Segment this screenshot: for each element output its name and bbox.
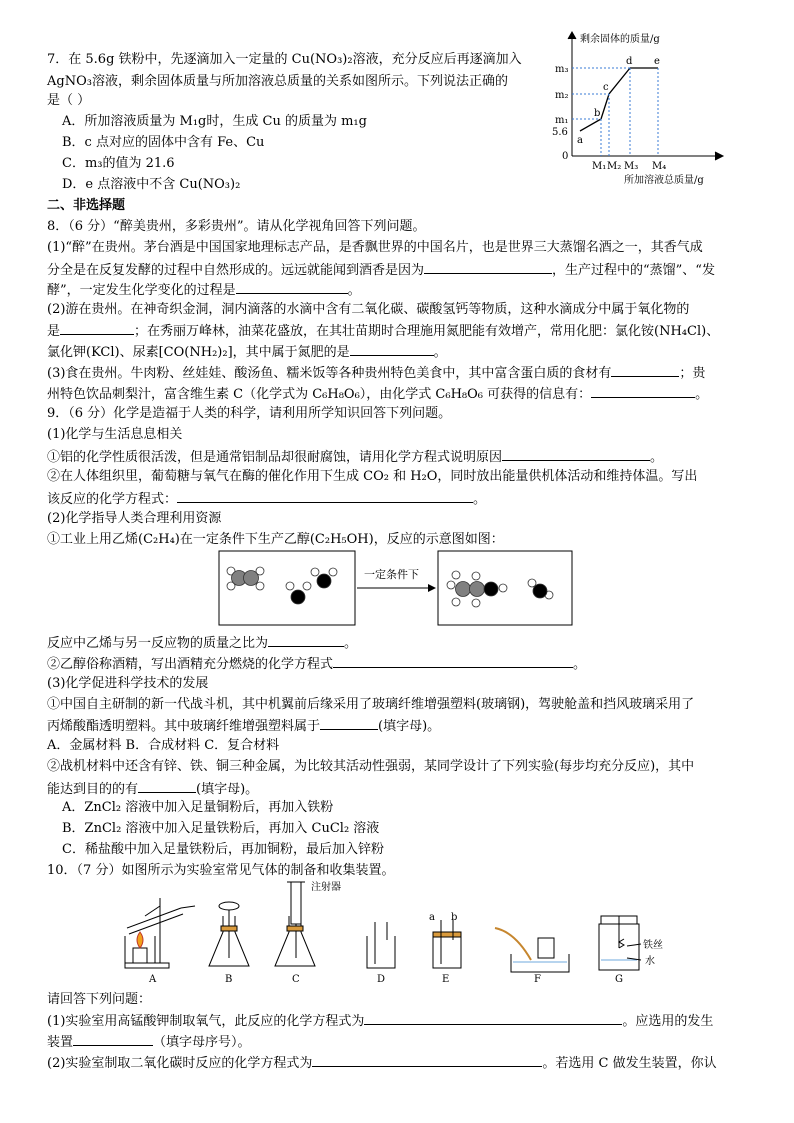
q9-s1-2b: 该反应的化学方程式： 。 (47, 492, 487, 507)
graph-y-tick-m1: m₁ (555, 115, 569, 126)
q9-title: 9．（6 分）化学是造福于人类的科学，请利用所学知识回答下列问题。 (47, 406, 452, 421)
apparatus-g (599, 916, 641, 970)
q8-title: 8．（6 分）“醉美贵州，多彩贵州”。请从化学视角回答下列问题。 (47, 219, 426, 234)
graph-y-label: 剩余固体的质量/g (580, 34, 660, 45)
q9-s2: (2)化学指导人类合理利用资源 (47, 511, 222, 526)
g-label-water: 水 (645, 956, 655, 967)
q7-option-a: A．所加溶液质量为 M₁g时，生成 Cu 的质量为 m₁g (62, 114, 367, 129)
answer-blank[interactable] (320, 717, 378, 730)
graph-origin: 0 (562, 151, 569, 162)
answer-blank[interactable] (424, 261, 552, 274)
q8-p2-line1: (2)游在贵州。在神奇织金洞，洞内滴落的水滴中含有二氧化碳、碳酸氢钙等物质，这种水滴成分中属于氧化物的 (47, 302, 690, 317)
answer-blank[interactable] (177, 490, 473, 503)
graph-point-c: c (603, 82, 609, 93)
q7-option-c: C．m₃的值为 21.6 (62, 156, 175, 171)
e-port-b: b (451, 912, 458, 923)
graph-y-tick-m2: m₂ (555, 90, 569, 101)
graph-x-tick-m4: M₄ (652, 161, 667, 172)
q7-option-d: D．e 点溶液中不含 Cu(NO₃)₂ (62, 177, 241, 192)
q10-title: 10．（7 分）如图所示为实验室常见气体的制备和收集装置。 (47, 863, 395, 878)
answer-blank[interactable] (268, 634, 344, 647)
label-f: F (534, 974, 541, 985)
apparatus-a (125, 898, 195, 968)
q9-s1: (1)化学与生活息息相关 (47, 427, 183, 442)
q8-p1-line1: (1)“醉”在贵州。茅台酒是中国国家地理标志产品，是香飘世界的中国名片，也是世界三大蒸馏名酒之一，其香气成 (47, 240, 703, 255)
answer-blank[interactable] (611, 364, 679, 377)
q9-s3: (3)化学促进科学技术的发展 (47, 676, 209, 691)
apparatus-d (367, 922, 395, 968)
q9-s2-1: ①工业上用乙烯(C₂H₄)在一定条件下生产乙醇(C₂H₅OH)，反应的示意图如图： (47, 532, 504, 547)
answer-blank[interactable] (591, 385, 695, 398)
q9-option-c: C．稀盐酸中加入足量铁粉后，再加铜粉，最后加入锌粉 (62, 842, 384, 857)
label-a: A (149, 974, 157, 985)
graph-x-tick-m2: M₂ (607, 161, 622, 172)
syringe-label: 注射器 (311, 882, 341, 893)
apparatus-f (495, 928, 569, 972)
answer-blank[interactable] (312, 1054, 542, 1067)
q7-line3: 是（ ） (47, 93, 91, 108)
graph-x-tick-m3: M₃ (624, 161, 639, 172)
q8-p1-line2: 分全是在反复发酵的过程中自然形成的。远远就能闻到酒香是因为 ，生产过程中的“蒸馏”、“发 (47, 263, 715, 278)
g-label-iron-wire: 铁丝 (643, 940, 663, 951)
q10-p2: (2)实验室制取二氧化碳时反应的化学方程式为 。若选用 C 做发生装置，你认 (47, 1056, 717, 1071)
q9-option-a: A．ZnCl₂ 溶液中加入足量铜粉后，再加入铁粉 (62, 800, 334, 815)
graph-x-label: 所加溶液总质量/g (624, 175, 704, 186)
apparatus-c (275, 882, 315, 966)
water-molecule (286, 582, 311, 604)
answer-blank[interactable] (236, 281, 348, 294)
graph-x-tick-m1: M₁ (592, 161, 607, 172)
answer-blank[interactable] (364, 1012, 622, 1025)
label-d: D (377, 974, 386, 985)
ethanol-molecule (447, 571, 507, 607)
water-molecule (528, 579, 553, 599)
label-e: E (442, 974, 450, 985)
graph-point-a: a (577, 135, 583, 146)
water-molecule (311, 568, 337, 588)
q10-p1-cont: 装置 （填字母序号）。 (47, 1035, 251, 1050)
graph-point-e: e (654, 56, 660, 67)
reaction-condition: 一定条件下 (364, 568, 419, 581)
label-b: B (225, 974, 233, 985)
ethylene-molecule (227, 567, 264, 590)
q9-s3-2b: 能达到目的的有 (填字母)。 (47, 782, 259, 797)
answer-blank[interactable] (350, 343, 434, 356)
q10-p1: (1)实验室用高锰酸钾制取氧气，此反应的化学方程式为 。应选用的发生 (47, 1014, 714, 1029)
q9-s3-options: A．金属材料 B．合成材料 C．复合材料 (47, 738, 280, 753)
e-port-a: a (429, 912, 435, 923)
answer-blank[interactable] (60, 322, 134, 335)
q7-option-b: B．c 点对应的固体中含有 Fe、Cu (62, 135, 265, 150)
answer-blank[interactable] (333, 655, 573, 668)
q9-s3-1: ①中国自主研制的新一代战斗机，其中机翼前后缘采用了玻璃纤维增强塑料(玻璃钢)，驾驶舱盖和挡风玻璃采用了 (47, 697, 695, 712)
q8-p3-line1: (3)食在贵州。牛肉粉、丝娃娃、酸汤鱼、糯米饭等各种贵州特色美食中，其中富含蛋白质的食材有 ；贵 (47, 366, 706, 381)
q8-p2-line3: 氯化钾(KCl)、尿素[CO(NH₂)₂]，其中属于氮肥的是 。 (47, 345, 447, 360)
q9-s2-ratio: 反应中乙烯与另一反应物的质量之比为 。 (47, 636, 358, 651)
q7-line1: 7．在 5.6g 铁粉中，先逐滴加入一定量的 Cu(NO₃)₂溶液，充分反应后再逐滴加入 (47, 52, 522, 67)
answer-blank[interactable] (138, 780, 196, 793)
section-title: 二、非选择题 (47, 198, 126, 213)
q8-p2-line2: 是 ；在秀丽万峰林，油菜花盛放，在其壮苗期时合理施用氮肥能有效增产，常用化肥：氯化铵(NH₄Cl)、 (47, 324, 720, 339)
answer-blank[interactable] (502, 448, 650, 461)
label-g: G (615, 974, 623, 985)
apparatus-b (209, 902, 249, 966)
apparatus-e (433, 920, 461, 968)
q7-mass-graph (552, 28, 732, 188)
answer-blank[interactable] (73, 1033, 153, 1046)
q9-s1-1: ①铝的化学性质很活泼，但是通常铝制品却很耐腐蚀，请用化学方程式说明原因 。 (47, 450, 664, 465)
q9-s2-2: ②乙醇俗称酒精，写出酒精充分燃烧的化学方程式 。 (47, 657, 587, 672)
q9-s3-1b: 丙烯酸酯透明塑料。其中玻璃纤维增强塑料属于 (填字母)。 (47, 719, 441, 734)
q9-s3-2: ②战机材料中还含有锌、铁、铜三种金属，为比较其活动性强弱，某同学设计了下列实验(每步均充分反应)，其中 (47, 759, 695, 774)
q9-s1-2: ②在人体组织里，葡萄糖与氧气在酶的催化作用下生成 CO₂ 和 H₂O，同时放出能量供机体活动和维持体温。写出 (47, 469, 698, 484)
q10-prompt: 请回答下列问题： (47, 992, 152, 1007)
graph-point-d: d (626, 56, 633, 67)
graph-point-b: b (594, 108, 601, 119)
q7-line2: AgNO₃溶液，剩余固体质量与所加溶液总质量的关系如图所示。下列说法正确的 (47, 74, 508, 89)
graph-y-tick-5-6: 5.6 (552, 127, 568, 138)
reaction-diagram (218, 550, 574, 628)
q9-option-b: B．ZnCl₂ 溶液中加入足量铁粉后，再加入 CuCl₂ 溶液 (62, 821, 380, 836)
apparatus-figure (115, 878, 685, 988)
label-c: C (292, 974, 300, 985)
q8-p1-line3: 酵”，一定发生化学变化的过程是 。 (47, 283, 361, 298)
q8-p3-line2: 州特色饮品刺梨汁，富含维生素 C（化学式为 C₆H₈O₆），由化学式 C₆H₈O₆ 可获得的信息有： 。 (47, 387, 709, 402)
graph-y-tick-m3: m₃ (555, 64, 569, 75)
